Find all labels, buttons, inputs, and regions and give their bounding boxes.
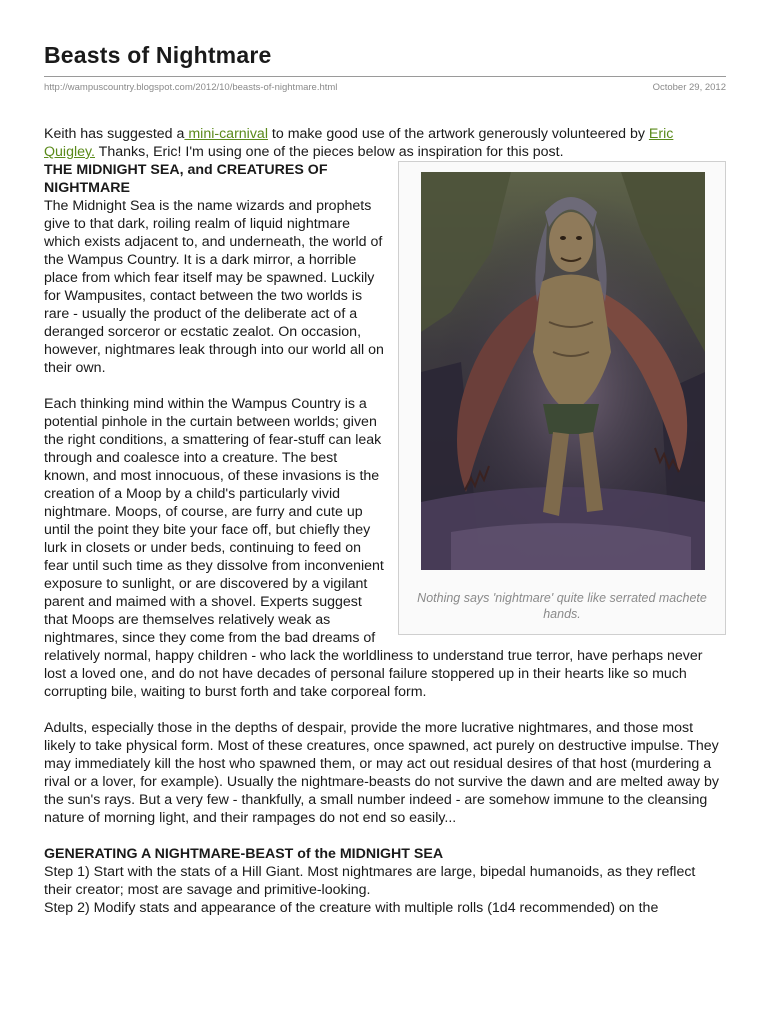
- intro-paragraph: [44, 125, 726, 161]
- mini-carnival-link[interactable]: mini-carnival: [184, 126, 268, 142]
- paragraph-moops: Each thinking mind within the Wampus Country is a potential pinhole in the curtain between worlds; given the right conditions, a smattering of fear-stuff can leak through and coalesce into a creature. The best known, and most innocuous, of these invasions is the creation of a Moop by a child's particularly vivid nightmare. Moops, of course, are furry and cute up until the point they bite your face off, but chiefly they lurk in closets or under beds, continuing to feed on fear until such time as they dissolve from inconvenient exposure to sunlight, or are discovered by a vigilant parent and maimed with a shovel. Experts suggest that Moops are themselves relatively weak as nightmares, since they come from the bad dreams of relatively normal, happy children - who lack the worldliness to understand true terror, have perhaps never lost a loved one, and do not have decades of personal failure stoppered up in their hearts like so much corrupting bile, waiting to burst forth and take corporeal form.: [44, 396, 703, 700]
- paragraph-gap: [44, 827, 726, 845]
- nightmare-creature-image[interactable]: [421, 172, 705, 570]
- eric-quigley-link[interactable]: Eric Quigley.: [44, 126, 674, 160]
- paragraph-gap: [44, 701, 726, 719]
- step-2-text: Step 2) Modify stats and appearance of the creature with multiple rolls (1d4 recommended) on the: [44, 900, 659, 916]
- intro-text-3: Thanks, Eric! I'm using one of the pieces below as inspiration for this post.: [95, 144, 564, 160]
- step-1-text: Step 1) Start with the stats of a Hill Giant. Most nightmares are large, bipedal humanoids, as they reflect their creator; most are savage and primitive-looking.: [44, 864, 696, 898]
- intro-text-2: to make good use of the artwork generously volunteered by: [267, 126, 649, 142]
- post-date: October 29, 2012: [652, 82, 726, 93]
- paragraph-adults: Adults, especially those in the depths of despair, provide the more lucrative nightmares, and those most likely to take physical form. Most of these creatures, once spawned, act purely on destructive impulse. They may immediately kill the host who spawned them, or may act out residual desires of that host (murdering a rival or a lover, for example). Usually the nightmare-beasts do not survive the dawn and are melted away by the sun's rays. But a very few - thankfully, a small number indeed - are somehow immune to the cleansing nature of morning light, and their rampages do not end so easily...: [44, 720, 720, 826]
- illustration-figure: [398, 161, 726, 635]
- intro-text-1: Keith has suggested a: [44, 126, 185, 142]
- figure-caption: Nothing says 'nightmare' quite like serrated machete hands.: [417, 591, 707, 621]
- section-heading-generating: GENERATING A NIGHTMARE-BEAST of the MIDNIGHT SEA: [44, 846, 444, 862]
- section-heading-midnight-sea: THE MIDNIGHT SEA, and CREATURES OF NIGHTMARE: [44, 162, 328, 196]
- paragraph-midnight-sea: The Midnight Sea is the name wizards and prophets give to that dark, roiling realm of liquid nightmare which exists adjacent to, and underneath, the world of the Wampus Country. It is a dark mirror, a horrible place from which fear itself may be spawned. Luckily for Wampusites, contact between the two worlds is rare - usually the product of the deliberate act of a deranged sorceror or ecstatic zealot. On occasion, however, nightmares leak through into our world all on their own.: [44, 198, 384, 376]
- post-url[interactable]: http://wampuscountry.blogspot.com/2012/10/beasts-of-nightmare.html: [44, 82, 338, 93]
- title-divider: [44, 76, 726, 77]
- post-body: [44, 125, 726, 917]
- post-title: Beasts of Nightmare: [44, 42, 272, 68]
